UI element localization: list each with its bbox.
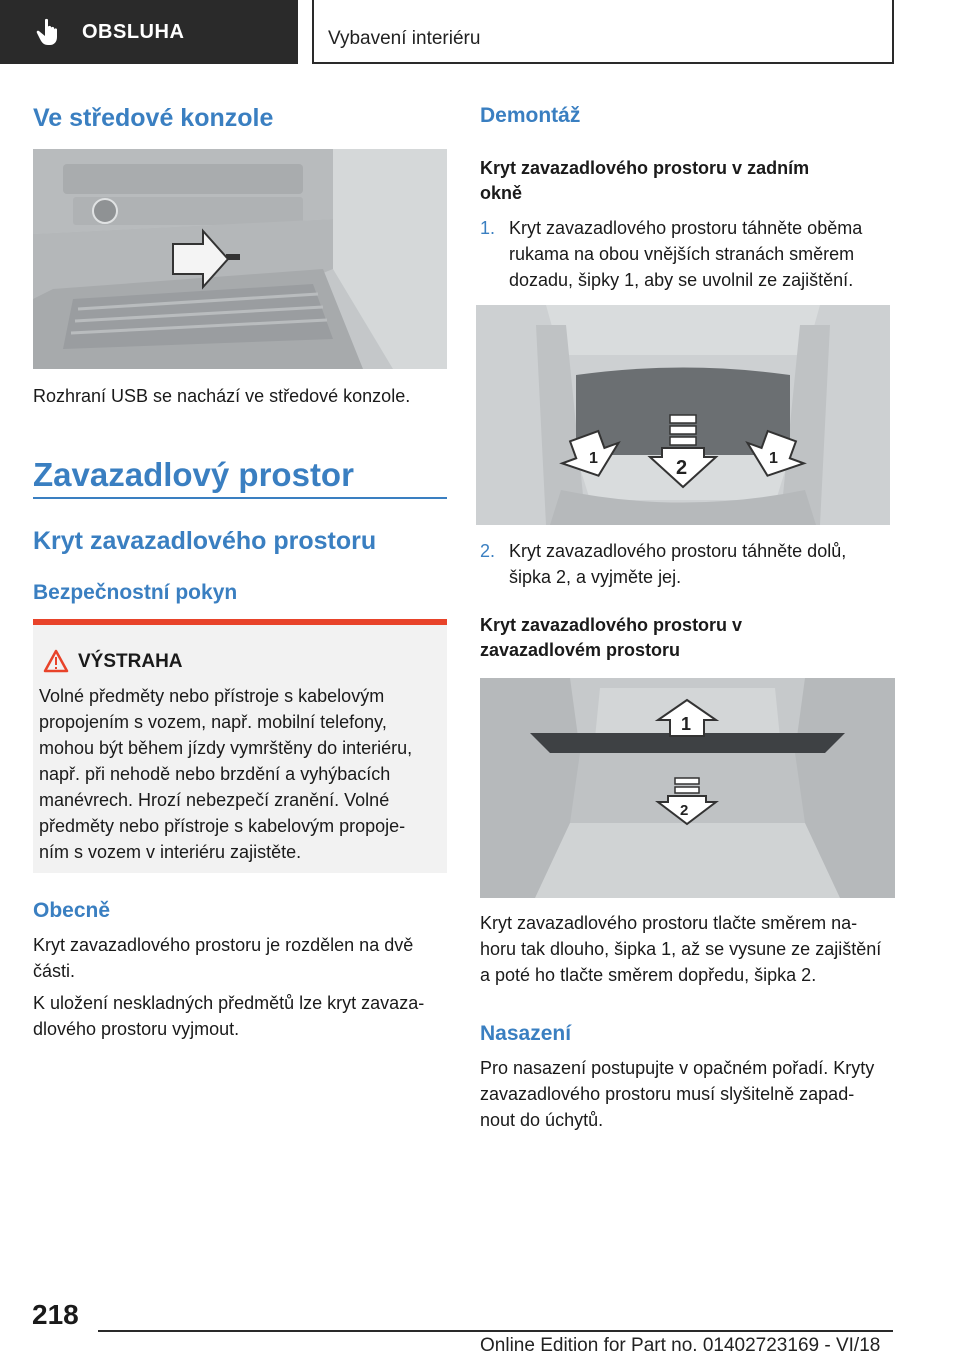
warning-line: např. při nehodě nebo brzdění a vyhýbacích xyxy=(39,764,391,784)
warning-line: mohou být během jízdy vymrštěny do interiéru, xyxy=(39,738,413,758)
warning-line: propojením s vozem, např. mobilní telefony, xyxy=(39,712,387,732)
arrow-label: 1 xyxy=(681,714,692,734)
text-line: zavazadlovém prostoru xyxy=(480,640,681,660)
text-line: Kryt zavazadlového prostoru v xyxy=(480,615,743,635)
trunk-paragraph xyxy=(480,910,900,988)
install-paragraph xyxy=(480,1055,900,1133)
text-line: okně xyxy=(480,183,523,203)
trunk-illustration xyxy=(480,678,895,898)
warning-line: Volné předměty nebo přístroje s kabelovým xyxy=(39,686,385,706)
console-caption: Rozhraní USB se nachází ve středové konzole. xyxy=(33,386,411,406)
heading-general: Obecně xyxy=(33,899,111,922)
warning-box xyxy=(33,619,447,873)
general-paragraph-1 xyxy=(33,932,447,984)
text-line: dlového prostoru vyjmout. xyxy=(33,1019,240,1039)
text-line: horu tak dlouho, šipka 1, až se vysune ze zajištění xyxy=(480,939,882,959)
chapter-tab-label: Vybavení interiéru xyxy=(328,28,481,49)
arrow-label: 1 xyxy=(589,450,598,467)
text-line: rukama na obou vnějších stranách směrem xyxy=(509,244,855,264)
heading-removal: Demontáž xyxy=(480,104,581,127)
warning-text xyxy=(39,683,443,865)
page-header xyxy=(0,0,960,66)
text-line: Kryt zavazadlového prostoru v zadním xyxy=(480,158,810,178)
console-illustration xyxy=(33,149,447,369)
step-2 xyxy=(480,538,895,590)
warning-line: ním s vozem v interiéru zajistěte. xyxy=(39,842,302,862)
step-number: 1. xyxy=(480,218,496,238)
arrow-label: 2 xyxy=(676,457,688,479)
page-number: 218 xyxy=(32,1299,79,1330)
warning-line: předměty nebo přístroje s kabelovým propoje- xyxy=(39,816,406,836)
text-line: šipka 2, a vyjměte jej. xyxy=(509,567,682,587)
text-line: K uložení neskladných předmětů lze kryt zavaza- xyxy=(33,993,425,1013)
section-tab-label: OBSLUHA xyxy=(82,20,185,43)
heading-console: Ve středové konzole xyxy=(33,104,274,132)
heading-underline xyxy=(33,497,447,499)
warning-triangle-icon xyxy=(43,649,69,673)
console-usb-image xyxy=(33,149,447,369)
step-1 xyxy=(480,215,895,293)
heading-safety: Bezpečnostní pokyn xyxy=(33,581,238,604)
heading-in-trunk xyxy=(480,613,742,663)
footer-divider xyxy=(98,1330,893,1332)
text-line: Kryt zavazadlového prostoru je rozdělen na dvě xyxy=(33,935,414,955)
text-line: zavazadlového prostoru musí slyšitelně zapad- xyxy=(480,1084,855,1104)
text-line: Kryt zavazadlového prostoru táhněte oběma xyxy=(509,218,863,238)
rear-window-illustration xyxy=(476,305,890,525)
heading-rear-window xyxy=(480,156,809,206)
chapter-tab[interactable] xyxy=(312,0,894,64)
warning-line: manévrech. Hrozí nebezpečí zranění. Volné xyxy=(39,790,390,810)
arrow-label: 1 xyxy=(769,450,778,467)
trunk-cover-image xyxy=(480,678,895,898)
text-line: části. xyxy=(33,961,76,981)
text-line: nout do úchytů. xyxy=(480,1110,604,1130)
text-line: Pro nasazení postupujte v opačném pořadí. Kryty xyxy=(480,1058,875,1078)
hand-pointer-icon xyxy=(34,17,64,47)
text-line: dozadu, šipky 1, aby se uvolnil ze zajištění. xyxy=(509,270,854,290)
arrow-label: 2 xyxy=(680,802,689,819)
rear-window-cover-image xyxy=(476,305,890,525)
heading-luggage: Zavazadlový prostor xyxy=(33,456,354,493)
general-paragraph-2 xyxy=(33,990,447,1042)
heading-cover: Kryt zavazadlového prostoru xyxy=(33,527,377,555)
text-line: a poté ho tlačte směrem dopředu, šipka 2. xyxy=(480,965,817,985)
step-number: 2. xyxy=(480,541,496,561)
section-tab[interactable] xyxy=(0,0,298,64)
text-line: Kryt zavazadlového prostoru táhněte dolů, xyxy=(509,541,847,561)
text-line: Kryt zavazadlového prostoru tlačte směrem na- xyxy=(480,913,858,933)
heading-install: Nasazení xyxy=(480,1022,572,1045)
warning-title: VÝSTRAHA xyxy=(78,651,183,672)
edition-note: Online Edition for Part no. 01402723169 - VI/18 xyxy=(480,1335,881,1356)
